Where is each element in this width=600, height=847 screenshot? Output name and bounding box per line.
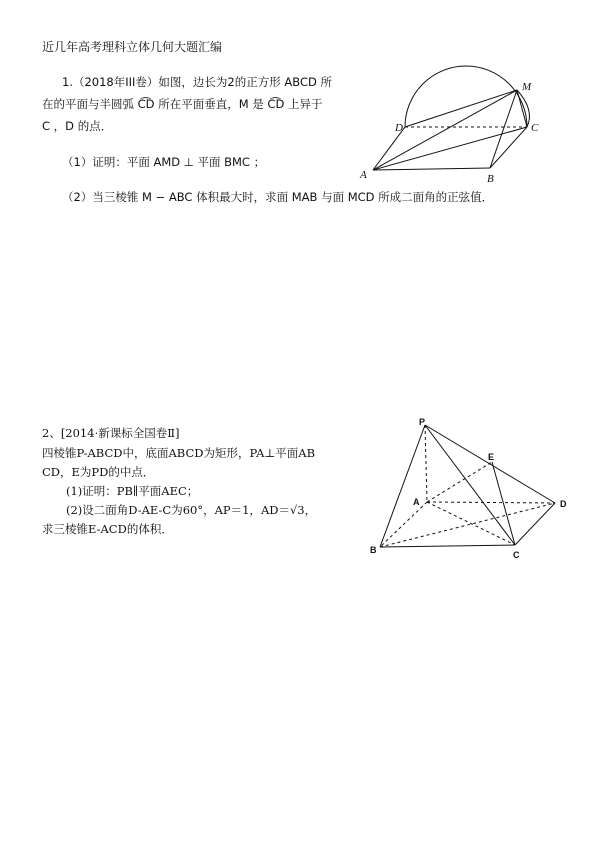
- problem2-part1: (1)证明：PB∥平面AEC；: [66, 484, 199, 498]
- edge-pc: [425, 425, 515, 545]
- problem2-statement-line2: CD，E为PD的中点．: [42, 465, 155, 479]
- label-d: D: [560, 499, 567, 509]
- label-c: C: [531, 122, 539, 134]
- label-b: B: [487, 173, 494, 185]
- edge-bc: [380, 545, 515, 547]
- edge-cd: [515, 503, 555, 545]
- problem1-figure: [355, 60, 555, 185]
- problem2-header: 2、[2014·新课标全国卷Ⅱ]: [42, 426, 180, 440]
- edge-ad: [427, 502, 555, 503]
- label-e: E: [488, 452, 495, 462]
- edge-ab: [373, 168, 490, 170]
- label-b: B: [370, 545, 377, 555]
- edge-ac: [427, 502, 515, 545]
- edge-pb: [380, 425, 425, 547]
- problem2-statement-line3: 求三棱锥E-ACD的体积．: [42, 522, 173, 536]
- page-title: 近几年高考理科立体几何大题汇编: [42, 40, 223, 54]
- label-a: A: [413, 497, 420, 507]
- problem1-part2: （2）当三棱锥 M − ABC 体积最大时，求面 MAB 与面 MCD 所成二面角的正弦值．: [62, 190, 494, 204]
- label-a: A: [360, 169, 367, 181]
- problem2-figure: [365, 415, 580, 565]
- edge-ec: [492, 462, 515, 545]
- edge-ab: [380, 502, 427, 547]
- problem1-statement-line2: 在的平面与半圆弧 C͡D 所在平面垂直，M 是 C͡D 上异于: [42, 97, 323, 111]
- edge-bc: [490, 127, 527, 168]
- label-p: P: [419, 417, 426, 427]
- edge-bd: [380, 503, 555, 547]
- label-d: D: [395, 122, 403, 134]
- edge-pa: [425, 425, 427, 502]
- problem1-part1: （1）证明：平面 AMD ⊥ 平面 BMC ；: [62, 155, 266, 169]
- label-m: M: [522, 81, 532, 93]
- problem2-part2: (2)设二面角D-AE-C为60°，AP＝1，AD＝√3，: [66, 503, 317, 517]
- problem1-statement-line3: C ，D 的点．: [42, 119, 113, 133]
- edge-bm: [490, 90, 517, 168]
- problem2-statement-line1: 四棱锥P-ABCD中，底面ABCD为矩形，PA⊥平面AB: [42, 446, 316, 460]
- edge-ae: [427, 462, 492, 502]
- problem1-statement-line1: 1.（2018年III卷）如图，边长为2的正方形 ABCD 所: [62, 75, 332, 89]
- label-c: C: [513, 550, 520, 560]
